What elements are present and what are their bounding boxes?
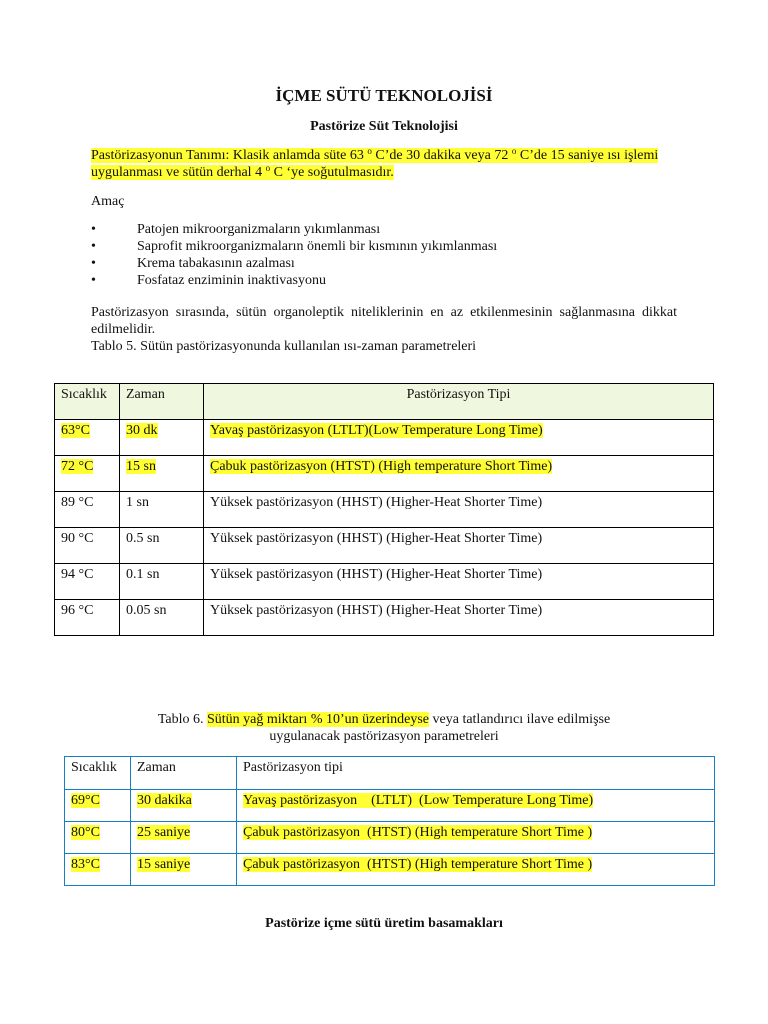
- definition-highlight: [91, 148, 658, 180]
- table-row: [55, 456, 714, 492]
- table-row: [55, 492, 714, 528]
- degree-sup-2: o: [511, 146, 517, 156]
- caption-highlight: Sütün yağ miktarı % 10’un üzerindeyse: [207, 712, 430, 727]
- definition-text-2: C’de 30 dakika veya 72: [371, 148, 512, 163]
- table-cell: Yüksek pastörizasyon (HHST) (Higher-Heat Shorter Time): [204, 528, 714, 564]
- table-cell: Yüksek pastörizasyon (HHST) (Higher-Heat Shorter Time): [204, 492, 714, 528]
- table-cell: 89 °C: [55, 492, 120, 528]
- definition-paragraph: [91, 147, 677, 181]
- cell-text: 80°C: [71, 825, 100, 840]
- cell-text: Yavaş pastörizasyon (LTLT)(Low Temperature Long Time): [210, 423, 543, 438]
- table-cell: [131, 854, 237, 886]
- table-row: [55, 600, 714, 636]
- table-row: [65, 790, 715, 822]
- header-cell: Sıcaklık: [65, 757, 131, 790]
- cell-text: 15 saniye: [137, 857, 191, 872]
- table5-caption: Tablo 5. Sütün pastörizasyonunda kullanılan ısı-zaman parametreleri: [91, 339, 477, 354]
- aim-item: [91, 255, 497, 272]
- aim-text: Patojen mikroorganizmaların yıkımlanması: [137, 222, 381, 237]
- bullet-icon: •: [91, 273, 96, 288]
- degree-sup-3: o: [265, 163, 271, 173]
- table-cell: [55, 420, 120, 456]
- table-cell: 0.05 sn: [120, 600, 204, 636]
- table-cell: [237, 822, 715, 854]
- table-cell: 96 °C: [55, 600, 120, 636]
- header-cell: Sıcaklık: [55, 384, 120, 420]
- page-subtitle: Pastörize Süt Teknolojisi: [310, 119, 458, 134]
- cell-text: 15 sn: [126, 459, 156, 474]
- table-cell: 1 sn: [120, 492, 204, 528]
- caption-suffix: veya tatlandırıcı ilave edilmişse: [429, 712, 611, 727]
- cell-text: 30 dakika: [137, 793, 192, 808]
- table-cell: [65, 822, 131, 854]
- aim-heading: Amaç: [91, 194, 125, 209]
- header-cell: Zaman: [120, 384, 204, 420]
- aim-list: [91, 221, 497, 289]
- page-title: İÇME SÜTÜ TEKNOLOJİSİ: [275, 86, 493, 105]
- aim-text: Fosfataz enziminin inaktivasyonu: [137, 273, 326, 288]
- table-cell: [204, 420, 714, 456]
- table-cell: [55, 456, 120, 492]
- table-cell: 94 °C: [55, 564, 120, 600]
- degree-sup-1: o: [367, 146, 372, 156]
- cell-text: Yavaş pastörizasyon (LTLT) (Low Temperature Long Time): [243, 793, 594, 808]
- table-header-row: [55, 384, 714, 420]
- table-row: [65, 854, 715, 886]
- table-header-row: [65, 757, 715, 790]
- table-cell: [120, 456, 204, 492]
- table6-caption-line2: uygulanacak pastörizasyon parametreleri: [269, 729, 499, 744]
- section-heading: Pastörize içme sütü üretim basamakları: [265, 916, 503, 931]
- table-cell: [120, 420, 204, 456]
- table-cell: 90 °C: [55, 528, 120, 564]
- table-cell: [237, 790, 715, 822]
- definition-text-3: C’de 15 saniye ısı işlemi uygulanması ve sütün derhal 4: [91, 148, 659, 180]
- definition-text-4: C ‘ye soğutulmasıdır.: [270, 165, 394, 180]
- bullet-icon: •: [91, 222, 96, 237]
- aim-item: [91, 238, 497, 255]
- cell-text: 25 saniye: [137, 825, 191, 840]
- bullet-icon: •: [91, 256, 96, 271]
- cell-text: 69°C: [71, 793, 100, 808]
- definition-text-1: Pastörizasyonun Tanımı: Klasik anlamda süte 63: [91, 148, 368, 163]
- table6-caption: [0, 711, 768, 745]
- cell-text: 72 °C: [61, 459, 94, 474]
- header-cell: Pastörizasyon tipi: [237, 757, 715, 790]
- table-cell: [65, 790, 131, 822]
- table6-caption-line1: [0, 711, 768, 728]
- table-cell: [65, 854, 131, 886]
- table-row: [55, 564, 714, 600]
- header-cell: Zaman: [131, 757, 237, 790]
- cell-text: Çabuk pastörizasyon (HTST) (High temperature Short Time ): [243, 857, 593, 872]
- table-cell: [204, 456, 714, 492]
- cell-text: 63°C: [61, 423, 90, 438]
- table-cell: 0.5 sn: [120, 528, 204, 564]
- table-cell: [131, 822, 237, 854]
- body-paragraph: Pastörizasyon sırasında, sütün organoleptik niteliklerinin en az etkilenmesinin sağlanmasına dikkat edilmelidir.: [91, 305, 677, 337]
- table-row: [55, 420, 714, 456]
- aim-item: [91, 221, 497, 238]
- bullet-icon: •: [91, 239, 96, 254]
- table-cell: 0.1 sn: [120, 564, 204, 600]
- table-cell: [237, 854, 715, 886]
- table6: [64, 756, 715, 886]
- table5: [54, 383, 714, 636]
- cell-text: Çabuk pastörizasyon (HTST) (High temperature Short Time): [210, 459, 553, 474]
- table-cell: Yüksek pastörizasyon (HHST) (Higher-Heat Shorter Time): [204, 600, 714, 636]
- table-cell: Yüksek pastörizasyon (HHST) (Higher-Heat Shorter Time): [204, 564, 714, 600]
- table-row: [55, 528, 714, 564]
- cell-text: 83°C: [71, 857, 100, 872]
- table-cell: [131, 790, 237, 822]
- cell-text: 30 dk: [126, 423, 158, 438]
- cell-text: Çabuk pastörizasyon (HTST) (High temperature Short Time ): [243, 825, 593, 840]
- header-cell: Pastörizasyon Tipi: [204, 384, 714, 420]
- aim-text: Krema tabakasının azalması: [137, 256, 295, 271]
- aim-text: Saprofit mikroorganizmaların önemli bir kısmının yıkımlanması: [137, 239, 498, 254]
- table-row: [65, 822, 715, 854]
- caption-prefix: Tablo 6.: [157, 712, 207, 727]
- aim-item: [91, 272, 497, 289]
